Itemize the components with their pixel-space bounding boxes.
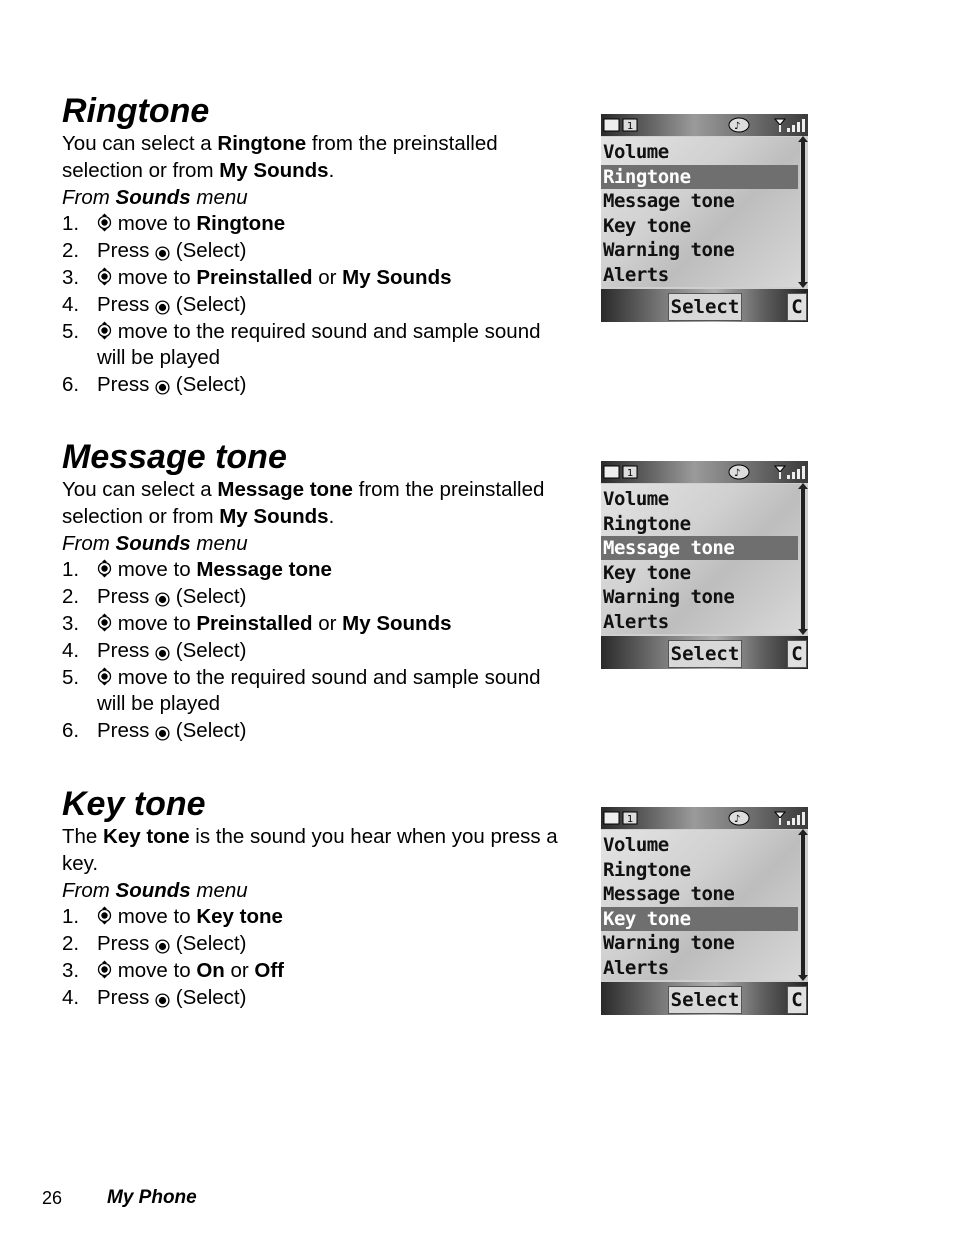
menu-item[interactable]: Message tone (601, 536, 798, 560)
menu-item[interactable]: Message tone (603, 190, 735, 212)
svg-text:1: 1 (627, 121, 634, 132)
step-item (62, 319, 572, 373)
navigation-key-icon (97, 213, 112, 232)
step-text: move to the required sound and sample sound will be played (97, 665, 541, 716)
menu-item[interactable]: Alerts (603, 263, 669, 286)
step-keyword: On (196, 958, 225, 982)
status-bar (601, 807, 808, 829)
section-body (62, 477, 572, 745)
signal-strength-icon (773, 810, 807, 826)
signal-strength-icon (773, 464, 807, 480)
steps-list (62, 211, 572, 399)
select-key-icon (155, 722, 170, 737)
clear-softkey[interactable]: C (787, 640, 807, 668)
step-item (62, 292, 572, 319)
step-item (62, 265, 572, 292)
navigation-key-icon (97, 667, 112, 686)
menu-list (601, 137, 800, 287)
step-number: 6. (62, 719, 80, 743)
svg-text:1: 1 (627, 814, 634, 825)
step-keyword: Preinstalled (196, 611, 313, 635)
menu-item[interactable]: Volume (603, 141, 669, 163)
step-text: move to the required sound and sample sound will be played (97, 319, 541, 370)
section-body (62, 131, 572, 399)
select-key-icon (155, 296, 170, 311)
step-number: 3. (62, 958, 80, 982)
message-envelope-icon (603, 464, 641, 480)
step-number: 1. (62, 558, 80, 582)
menu-item[interactable]: Volume (603, 488, 669, 510)
step-text: (Select) (170, 638, 247, 662)
scrollbar[interactable] (801, 489, 805, 629)
step-text: Press (97, 932, 156, 956)
menu-item[interactable]: Key tone (603, 214, 691, 237)
step-text: Press (97, 292, 156, 316)
select-key-icon (155, 989, 170, 1004)
navigation-key-icon (97, 559, 112, 578)
step-number: 6. (62, 373, 80, 397)
clear-softkey[interactable]: C (787, 986, 807, 1014)
step-text: Press (97, 719, 156, 743)
from-menu-text: From Sounds menu (62, 185, 248, 209)
navigation-key-icon (97, 321, 112, 340)
svg-text:♪: ♪ (734, 814, 741, 825)
from-menu-text: From Sounds menu (62, 531, 248, 555)
navigation-key-icon (97, 906, 112, 925)
step-text: (Select) (170, 373, 247, 397)
menu-item[interactable]: Volume (603, 834, 669, 856)
menu-item[interactable]: Ringtone (603, 512, 691, 535)
section-body (62, 824, 572, 1012)
select-key-icon (155, 242, 170, 257)
step-text: (Select) (170, 585, 247, 609)
step-item (62, 557, 572, 584)
step-text: Press (97, 638, 156, 662)
select-softkey[interactable]: Select (668, 986, 742, 1014)
step-keyword: Off (254, 958, 285, 982)
step-number: 5. (62, 319, 80, 343)
step-text: move to (112, 958, 197, 982)
menu-item[interactable]: Warning tone (603, 586, 735, 608)
step-item (62, 638, 572, 665)
navigation-key-icon (97, 267, 112, 286)
phone-screen-key-tone (601, 807, 808, 1015)
svg-text:♪: ♪ (734, 468, 741, 479)
section-title: Key tone (62, 785, 206, 823)
phone-screen-ringtone (601, 114, 808, 322)
step-text: or (224, 958, 255, 982)
footer-title: My Phone (107, 1187, 197, 1208)
step-text: (Select) (170, 932, 247, 956)
step-number: 4. (62, 985, 80, 1009)
step-item (62, 958, 572, 985)
steps-list (62, 557, 572, 745)
menu-list (601, 830, 800, 980)
step-item (62, 904, 572, 931)
navigation-key-icon (97, 960, 112, 979)
step-item (62, 238, 572, 265)
step-keyword: My Sounds (342, 265, 452, 289)
menu-item[interactable]: Alerts (603, 956, 669, 979)
step-text: or (312, 611, 343, 635)
clear-softkey[interactable]: C (787, 293, 807, 321)
step-item (62, 931, 572, 958)
step-item (62, 211, 572, 238)
step-text: move to (112, 265, 197, 289)
step-text: (Select) (170, 719, 247, 743)
step-number: 5. (62, 665, 80, 689)
select-softkey[interactable]: Select (668, 640, 742, 668)
svg-text:♪: ♪ (734, 121, 741, 132)
navigation-key-icon (97, 613, 112, 632)
step-item (62, 665, 572, 719)
signal-strength-icon (773, 117, 807, 133)
music-note-icon (727, 810, 751, 826)
step-keyword: Key tone (196, 905, 283, 929)
step-keyword: My Sounds (342, 611, 452, 635)
step-text: Press (97, 239, 156, 263)
step-item (62, 584, 572, 611)
step-number: 1. (62, 905, 80, 929)
menu-item[interactable]: Key tone (603, 561, 691, 584)
menu-item[interactable]: Key tone (601, 907, 798, 931)
section-title: Message tone (62, 438, 287, 476)
step-text: move to (112, 212, 197, 236)
message-envelope-icon (603, 810, 641, 826)
step-number: 4. (62, 638, 80, 662)
page-number: 26 (42, 1188, 63, 1208)
menu-item[interactable]: Warning tone (603, 239, 735, 261)
select-key-icon (155, 935, 170, 950)
svg-text:1: 1 (627, 468, 634, 479)
step-text: (Select) (170, 292, 247, 316)
select-softkey[interactable]: Select (668, 293, 742, 321)
step-number: 2. (62, 585, 80, 609)
step-text: move to (112, 611, 197, 635)
intro-text: You can select a Message tone from the preinstalled selection or from My Sounds. (62, 478, 545, 528)
step-text: Press (97, 985, 156, 1009)
step-number: 3. (62, 265, 80, 289)
status-bar (601, 114, 808, 136)
menu-item[interactable]: Ringtone (601, 165, 798, 189)
intro-text: You can select a Ringtone from the preinstalled selection or from My Sounds. (62, 132, 498, 182)
steps-list (62, 904, 572, 1011)
step-text: move to (112, 905, 197, 929)
step-text: (Select) (170, 985, 247, 1009)
select-key-icon (155, 588, 170, 603)
step-item (62, 718, 572, 745)
step-number: 4. (62, 292, 80, 316)
menu-item[interactable]: Ringtone (603, 858, 691, 881)
from-menu-text: From Sounds menu (62, 878, 248, 902)
step-keyword: Ringtone (196, 212, 286, 236)
step-number: 2. (62, 239, 80, 263)
step-keyword: Message tone (196, 558, 332, 582)
step-keyword: Preinstalled (196, 265, 313, 289)
step-text: Press (97, 585, 156, 609)
step-number: 2. (62, 932, 80, 956)
step-text: (Select) (170, 239, 247, 263)
step-item (62, 611, 572, 638)
status-bar (601, 461, 808, 483)
step-text: Press (97, 373, 156, 397)
menu-item[interactable]: Alerts (603, 610, 669, 633)
step-text: or (312, 265, 343, 289)
music-note-icon (727, 464, 751, 480)
select-key-icon (155, 376, 170, 391)
menu-item[interactable]: Message tone (603, 883, 735, 905)
step-item (62, 372, 572, 399)
message-envelope-icon (603, 117, 641, 133)
step-number: 1. (62, 212, 80, 236)
scrollbar[interactable] (801, 142, 805, 282)
intro-text: The Key tone is the sound you hear when you press a key. (62, 825, 558, 875)
menu-list (601, 484, 800, 634)
step-item (62, 985, 572, 1012)
menu-item[interactable]: Warning tone (603, 932, 735, 954)
section-title: Ringtone (62, 92, 210, 130)
scrollbar[interactable] (801, 835, 805, 975)
step-number: 3. (62, 611, 80, 635)
select-key-icon (155, 642, 170, 657)
music-note-icon (727, 117, 751, 133)
phone-screen-message-tone (601, 461, 808, 669)
step-text: move to (112, 558, 197, 582)
